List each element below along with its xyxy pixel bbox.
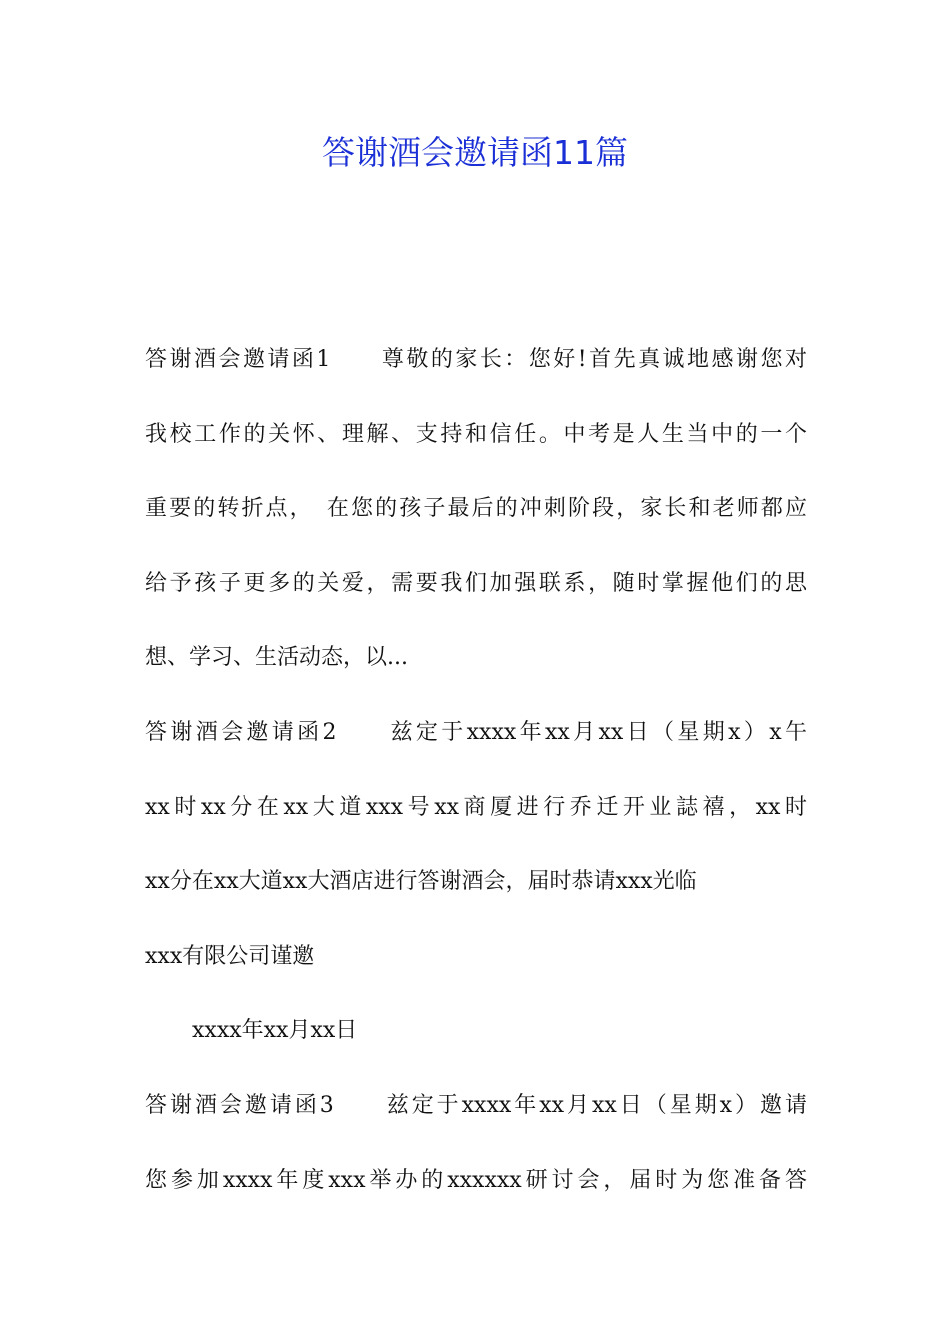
- body-line: 我校工作的关怀、理解、支持和信任。中考是人生当中的一个: [145, 421, 807, 447]
- document-title: 答谢酒会邀请函11篇: [322, 133, 628, 172]
- body-line: 想、学习、生活动态，以...: [145, 645, 408, 671]
- document-body: [145, 333, 807, 1228]
- body-line: 您参加xxxx年度xxx举办的xxxxxx研讨会，届时为您准备答: [145, 1167, 807, 1193]
- body-line: xx分在xx大道xx大酒店进行答谢酒会，届时恭请xxx光临: [145, 869, 697, 895]
- date-line: xxxx年xx月xx日: [192, 1018, 358, 1044]
- signature-line: xxx有限公司谨邀: [145, 943, 315, 969]
- body-line: xx时xx分在xx大道xxx号xx商厦进行乔迁开业誌禧，xx时: [145, 794, 807, 820]
- body-line: 答谢酒会邀请函2 兹定于xxxx年xx月xx日（星期x）x午: [145, 719, 807, 745]
- body-line: 答谢酒会邀请函3 兹定于xxxx年xx月xx日（星期x）邀请: [145, 1092, 807, 1118]
- body-line: 答谢酒会邀请函1 尊敬的家长：您好!首先真诚地感谢您对: [145, 347, 807, 372]
- body-line: 重要的转折点， 在您的孩子最后的冲刺阶段，家长和老师都应: [145, 496, 807, 522]
- body-line: 给予孩子更多的关爱，需要我们加强联系，随时掌握他们的思: [145, 570, 807, 596]
